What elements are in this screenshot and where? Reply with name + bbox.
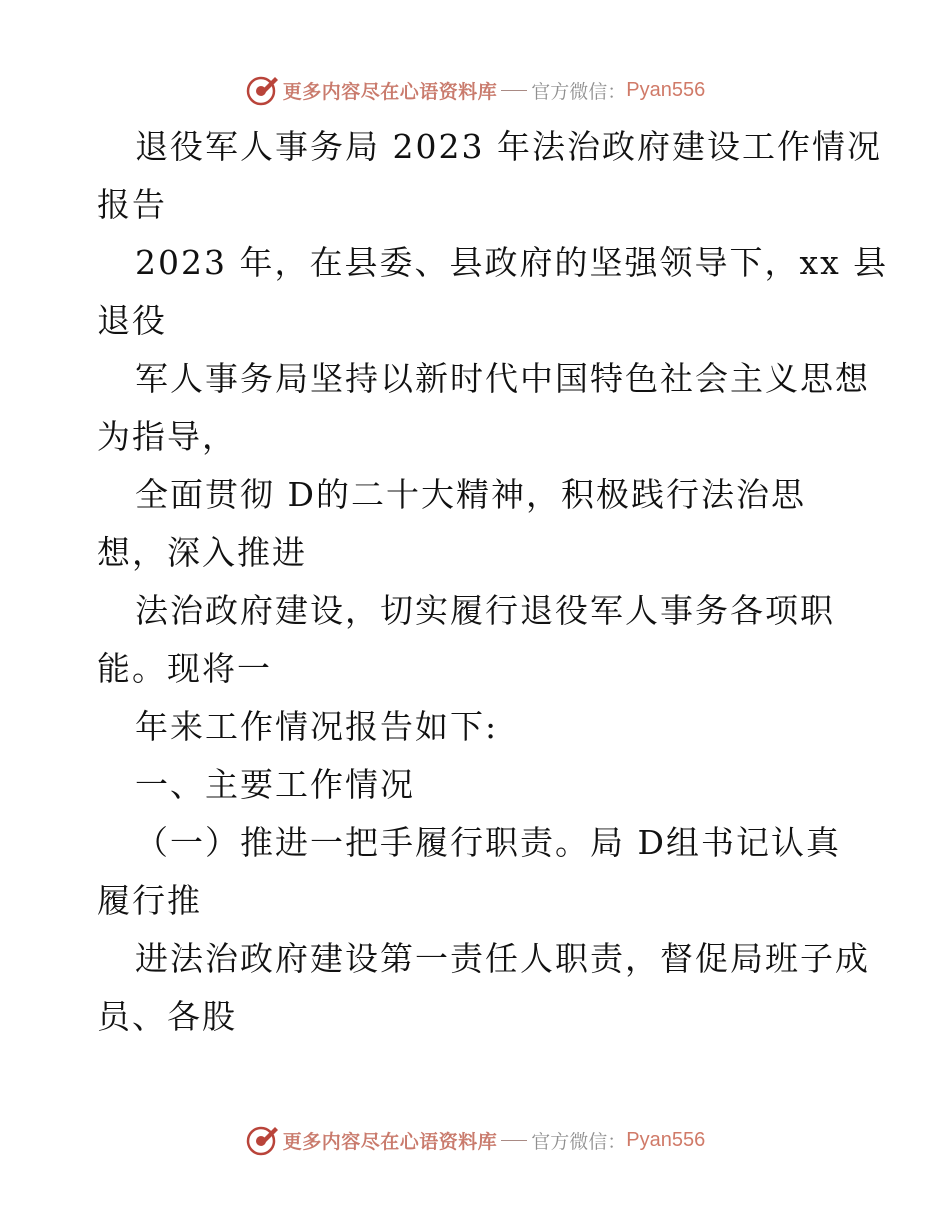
footer-banner (245, 1123, 706, 1157)
header-banner-text: 更多内容尽在心语资料库 (282, 80, 498, 103)
body-line: 退役军人事务局 2023 年法治政府建设工作情况 (135, 127, 882, 166)
body-line: 退役 (97, 301, 167, 340)
page-header (0, 72, 950, 108)
pen-logo-icon (245, 1123, 279, 1157)
body-line: 能。现将一 (97, 649, 272, 688)
pen-logo-icon (245, 73, 279, 107)
page-footer (0, 1122, 950, 1158)
body-line: 2023 年，在县委、县政府的坚强领导下，xx 县 (135, 243, 889, 282)
body-line: 军人事务局坚持以新时代中国特色社会主义思想 (135, 359, 870, 398)
header-wechat-id: Pyan556 (626, 78, 706, 101)
body-line: （一）推进一把手履行职责。局 D组书记认真 (135, 823, 841, 862)
footer-wechat-id: Pyan556 (626, 1128, 706, 1151)
header-banner (245, 73, 706, 107)
footer-banner-text: 更多内容尽在心语资料库 (282, 1130, 498, 1153)
body-line: 履行推 (97, 881, 202, 920)
body-line: 年来工作情况报告如下: (135, 707, 499, 746)
body-line: 想，深入推进 (97, 533, 307, 572)
footer-banner-tail: 官方微信： (531, 1130, 627, 1153)
document-body (97, 118, 889, 1046)
body-line: 报告 (97, 185, 167, 224)
body-line: 全面贯彻 D的二十大精神，积极践行法治思 (135, 475, 806, 514)
footer-dash (501, 1140, 527, 1141)
body-line: 法治政府建设，切实履行退役军人事务各项职 (135, 591, 835, 630)
body-line: 进法治政府建设第一责任人职责，督促局班子成 (135, 939, 870, 978)
header-dash (501, 90, 527, 91)
body-line: 一、主要工作情况 (135, 765, 415, 804)
body-line: 为指导， (97, 417, 237, 456)
body-line: 员、各股 (97, 997, 237, 1036)
header-banner-tail: 官方微信： (531, 80, 627, 103)
